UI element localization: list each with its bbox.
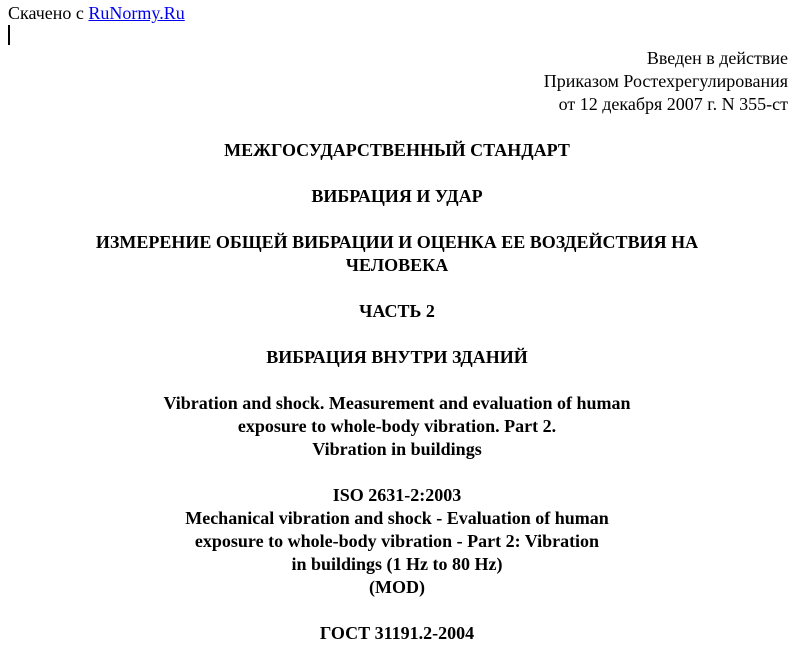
introduction-note <box>544 47 788 116</box>
iso-title-line-2: exposure to whole-body vibration - Part 2: Vibration <box>194 531 600 551</box>
english-title-line-2: exposure to whole-body vibration. Part 2. <box>237 416 557 436</box>
source-prefix: Скачено с <box>8 3 89 23</box>
intro-line-3: от 12 декабря 2007 г. N 355-ст <box>558 94 788 114</box>
download-source <box>8 2 185 25</box>
iso-mod: (MOD) <box>369 577 425 597</box>
standard-subject: ВИБРАЦИЯ И УДАР <box>311 186 483 206</box>
english-title-line-1: Vibration and shock. Measurement and evaluation of human <box>163 393 631 413</box>
iso-title-line-3: in buildings (1 Hz to 80 Hz) <box>291 554 503 574</box>
english-title-line-3: Vibration in buildings <box>312 439 482 459</box>
intro-line-1: Введен в действие <box>646 48 788 68</box>
iso-number: ISO 2631-2:2003 <box>332 485 462 505</box>
part-title: ВИБРАЦИЯ ВНУТРИ ЗДАНИЙ <box>266 347 528 367</box>
intro-line-2: Приказом Ростехрегулирования <box>543 71 788 91</box>
title-line-2: ЧЕЛОВЕКА <box>345 255 449 275</box>
gost-number: ГОСТ 31191.2-2004 <box>319 623 475 643</box>
standard-type: МЕЖГОСУДАРСТВЕННЫЙ СТАНДАРТ <box>224 140 570 160</box>
title-line-1: ИЗМЕРЕНИЕ ОБЩЕЙ ВИБРАЦИИ И ОЦЕНКА ЕЕ ВОЗДЕЙСТВИЯ НА <box>95 232 699 252</box>
runormy-link[interactable]: RuNormy.Ru <box>88 3 185 23</box>
part-number: ЧАСТЬ 2 <box>359 301 435 321</box>
iso-title-line-1: Mechanical vibration and shock - Evaluation of human <box>185 508 609 528</box>
text-cursor <box>8 25 10 45</box>
